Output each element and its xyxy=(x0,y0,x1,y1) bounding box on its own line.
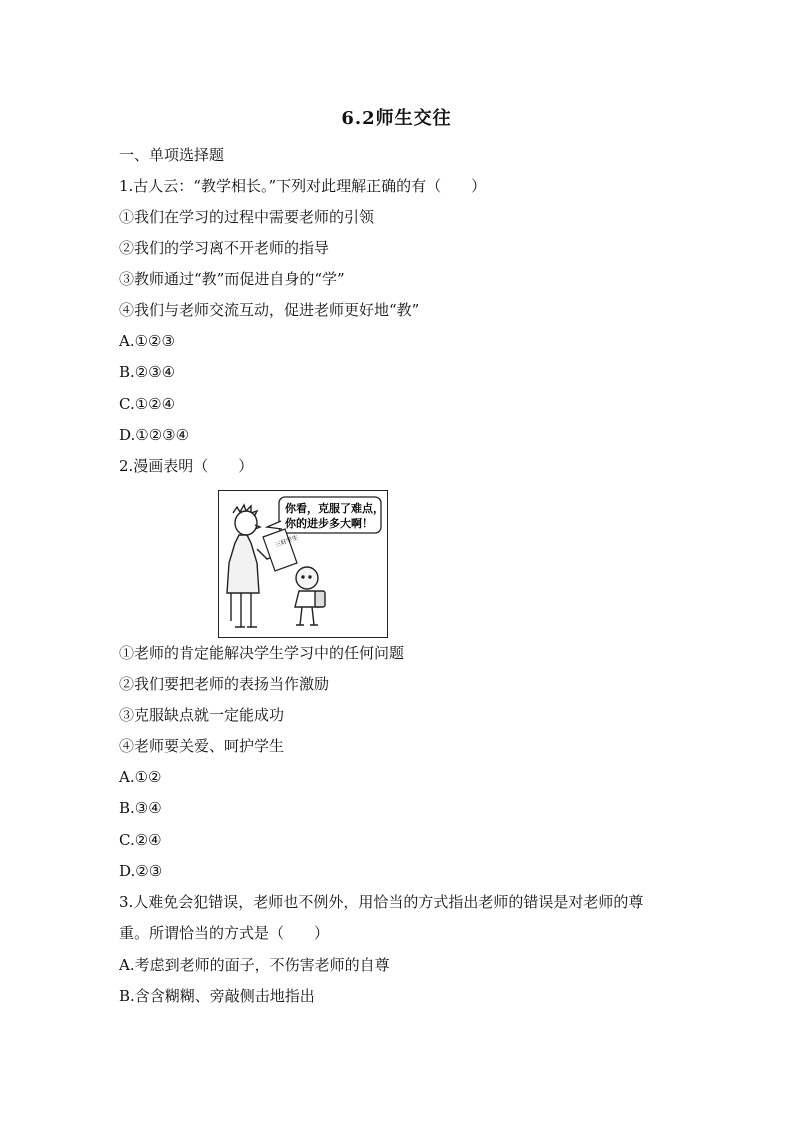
question-2-stem: 2.漫画表明（ ） xyxy=(119,457,254,475)
speech-line-1: 你看，克服了难点， xyxy=(285,502,384,515)
speech-bubble xyxy=(267,497,384,533)
teacher-figure xyxy=(227,505,277,627)
q3-option-b: B.含含糊糊、旁敲侧击地指出 xyxy=(119,987,315,1005)
q3-option-a: A.考虑到老师的面子，不伤害老师的自尊 xyxy=(119,956,390,974)
page-title: 6.2师生交往 xyxy=(341,108,452,129)
q1-option-a: A.①②③ xyxy=(119,332,175,350)
q1-statement-4: ④我们与老师交流互动，促进老师更好地“教” xyxy=(119,301,420,319)
q2-statement-2: ②我们要把老师的表扬当作激励 xyxy=(119,675,330,693)
q2-statement-3: ③克服缺点就一定能成功 xyxy=(119,706,285,724)
speech-line-2: 你的进步多大啊！ xyxy=(285,517,373,530)
section-heading: 一、单项选择题 xyxy=(119,146,225,164)
q1-statement-3: ③教师通过“教”而促进自身的“学” xyxy=(119,270,345,288)
question-3-stem-line-2: 重。所谓恰当的方式是（ ） xyxy=(119,924,330,942)
q1-option-d: D.①②③④ xyxy=(119,426,190,444)
q2-option-c: C.②④ xyxy=(119,831,162,849)
q2-option-b: B.③④ xyxy=(119,799,162,817)
q1-option-b: B.②③④ xyxy=(119,363,176,381)
certificate-paper xyxy=(263,529,299,571)
question-1-stem: 1.古人云：“教学相长。”下列对此理解正确的有（ ） xyxy=(119,177,487,195)
q2-statement-1: ①老师的肯定能解决学生学习中的任何问题 xyxy=(119,644,405,662)
q1-option-c: C.①②④ xyxy=(119,395,176,413)
svg-text:三好学生: 三好学生 xyxy=(274,534,300,549)
q2-option-d: D.②③ xyxy=(119,862,163,880)
cartoon-image xyxy=(218,490,388,638)
student-figure xyxy=(295,567,325,625)
q1-statement-1: ①我们在学习的过程中需要老师的引领 xyxy=(119,208,375,226)
question-3-stem-line-1: 3.人难免会犯错误，老师也不例外，用恰当的方式指出老师的错误是对老师的尊 xyxy=(119,893,644,911)
q2-statement-4: ④老师要关爱、呵护学生 xyxy=(119,737,285,755)
q1-statement-2: ②我们的学习离不开老师的指导 xyxy=(119,239,330,257)
q2-option-a: A.①② xyxy=(119,768,162,786)
